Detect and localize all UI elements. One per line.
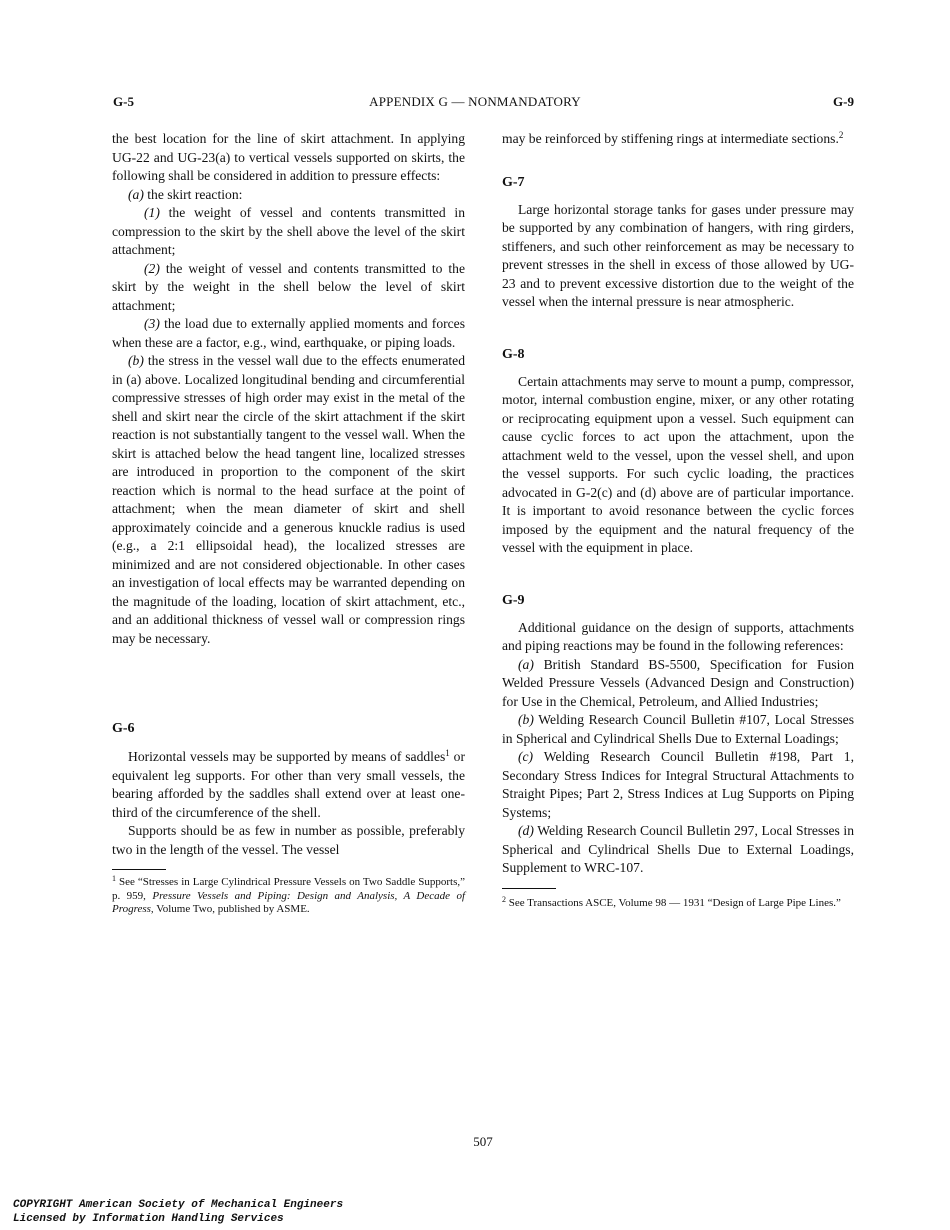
item-a1-text: the weight of vessel and contents transmitted in compression to the skirt by the shell above the level of the skirt attachment; [112, 205, 465, 257]
footnote-1-text-a: See “Stresses in Large Cylindrical Pressure Vessels on Two Saddle Supports,” p. 959, [112, 876, 465, 902]
reference-text: British Standard BS-5500, Specification for Fusion Welded Pressure Vessels (Advanced Design and Construction) for Use in the Chemical, Petroleum, and Allied Industries; [502, 656, 854, 709]
copyright-line-1: COPYRIGHT American Society of Mechanical Engineers [13, 1199, 344, 1211]
footnote-1 [112, 876, 465, 917]
footnote-1-mark: 1 [112, 874, 116, 883]
footnote-2-mark: 2 [502, 894, 506, 904]
reference-text: Welding Research Council Bulletin 297, Local Stresses in Spherical and Cylindrical Shells Due to External Loadings, Supplement to WRC-107. [502, 823, 855, 875]
footnote-2-text: See Transactions ASCE, Volume 98 — 1931 “Design of Large Pipe Lines.” [506, 896, 841, 909]
item-b-text: the stress in the vessel wall due to the effects enumerated in (a) above. Localized longitudinal bending and circumferential compressive stresses of high order may exist in the metal of the shell and skirt near the circle of the skirt attachment if the skirt reaction is not substantially tangent to the vessel wall. When the skirt is attached below the head tangent line, localized stresses are introduced in proportion to the component of the skirt reaction which is normal to the head surface at the point of attachment; when the mean diameter of skirt and shell approximately coincide and a generous knuckle radius is used (e.g., a 2:1 ellipsoidal head), the localized stresses are minimized and are not considered objectionable. In other cases an investigation of local effects may be warranted depending on the magnitude of the loading, location of skirt attachment, etc., and an additional thickness of vessel wall or compression rings may be necessary. [112, 353, 465, 646]
header-right-section-ref: G-9 [833, 94, 854, 109]
reference-label: (c) [518, 749, 534, 764]
item-a2 [112, 260, 465, 316]
footnote-1-text-b: Volume Two, published by ASME. [153, 903, 310, 915]
item-a2-text: the weight of vessel and contents transmitted to the skirt by the weight in the shell below the level of skirt attachment; [112, 260, 465, 313]
g9-intro: Additional guidance on the design of supports, attachments and piping reactions may be found in the following references: [502, 619, 854, 653]
section-heading-g8: G-8 [502, 346, 525, 362]
copyright-line-2: Licensed by Information Handling Services [13, 1212, 284, 1225]
item-a2-label: (2) [144, 260, 160, 276]
footnote-ref-2: 2 [838, 130, 844, 140]
continued-text: may be reinforced by stiffening rings at intermediate sections. [502, 131, 839, 146]
left-column [112, 130, 465, 917]
item-b [112, 352, 465, 648]
reference-label: (b) [518, 712, 534, 727]
item-a1-label: (1) [144, 205, 160, 220]
section-heading-g9: G-9 [502, 592, 525, 608]
continued-paragraph [502, 130, 854, 149]
header-left-section-ref: G-5 [113, 94, 134, 109]
g8-paragraph: Certain attachments may serve to mount a pump, compressor, motor, internal combustion engine, mixer, or any other rotating or reciprocating equipment upon a vessel. Such equipment can cause cyclic forces to act upon the attachment, upon the attachment weld to the vessel, upon the vessel shell, and upon the vessel supports. For such cyclic loading, the practices advocated in G-2(c) and (d) above are of particular importance. It is important to avoid resonance between the cyclic forces imposed by the equipment and the natural frequency of the vessel with the equipment in place. [502, 373, 854, 555]
reference-text: Welding Research Council Bulletin #107, Local Stresses in Spherical and Cylindrical Shells Due to External Loadings; [502, 712, 854, 746]
reference-item [502, 822, 854, 878]
item-a [112, 186, 465, 205]
item-a-text: the skirt reaction: [147, 186, 243, 202]
footnote-1-italic: Pressure Vessels and Piping: Design and Analysis, A Decade of Progress, [112, 889, 465, 915]
g6-p1-text-a: Horizontal vessels may be supported by means of saddles [128, 749, 446, 764]
g6-paragraph-2: Supports should be as few in number as possible, preferably two in the length of the vessel. The vessel [112, 823, 465, 857]
reference-item [502, 711, 854, 748]
section-heading-g6: G-6 [112, 721, 135, 736]
g6-paragraph-1 [112, 748, 465, 822]
item-b-label: (b) [128, 353, 144, 368]
g7-paragraph: Large horizontal storage tanks for gases under pressure may be supported by any combination of hangers, with ring girders, stiffeners, and such other reinforcement as may be necessary to prevent stresses in the shell in excess of those allowed by UG-23 and to prevent excessive distortion due to the weight of the vessel when the internal pressure is near atmospheric. [502, 201, 854, 309]
item-a3-text: the load due to externally applied moments and forces when these are a factor, e.g., wind, earthquake, or piping loads. [112, 316, 466, 350]
reference-text: Welding Research Council Bulletin #198, Part 1, Secondary Stress Indices for Integral Structural Attachments to Straight Pipes; Part 2, Stress Indices at Lug Supports on Piping Systems; [502, 749, 854, 820]
header-title: APPENDIX G — NONMANDATORY [369, 94, 581, 109]
reference-item [502, 656, 854, 712]
intro-paragraph: the best location for the line of skirt attachment. In applying UG-22 and UG-23(a) to vertical vessels supported on skirts, the following shall be considered in addition to pressure effects: [112, 131, 465, 183]
footnote-ref-1: 1 [445, 748, 450, 758]
item-a-label: (a) [128, 186, 144, 202]
reference-label: (a) [518, 656, 534, 672]
g6-p1-text-b: or equivalent leg supports. For other than very small vessels, the bearing afforded by the saddles shall extend over at least one-third of the circumference of the shell. [112, 749, 465, 820]
reference-label: (d) [518, 823, 534, 838]
page-number: 507 [473, 1134, 493, 1149]
item-a3 [112, 315, 465, 352]
item-a3-label: (3) [144, 316, 160, 331]
reference-item [502, 748, 854, 822]
section-heading-g7: G-7 [502, 174, 525, 190]
copyright-notice [13, 1199, 343, 1226]
right-column [502, 130, 854, 910]
footnote-2 [502, 894, 854, 911]
item-a1 [112, 204, 465, 260]
